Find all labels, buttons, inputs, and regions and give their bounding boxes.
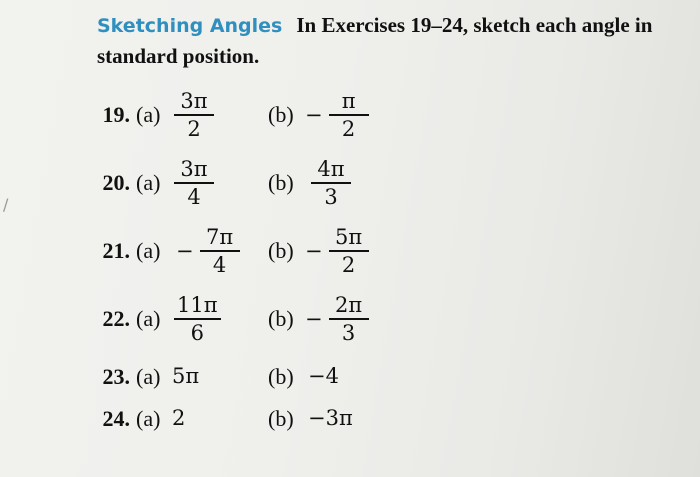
part-a-expression <box>168 156 214 210</box>
denominator: 2 <box>187 117 201 141</box>
exercise-number: 21. <box>102 238 130 263</box>
numerator: 4π <box>317 157 345 181</box>
fraction <box>311 156 351 210</box>
part-a-label: (a) <box>136 170 161 195</box>
part-a-label: (a) <box>136 306 161 331</box>
exercise-number: 19. <box>102 102 130 127</box>
fraction <box>174 156 214 210</box>
exercise-number: 23. <box>102 364 130 389</box>
sign: − <box>305 307 323 331</box>
fraction <box>174 292 221 346</box>
numerator: π <box>341 89 356 113</box>
fraction <box>174 88 214 142</box>
part-a-label: (a) <box>136 102 161 127</box>
denominator: 4 <box>187 185 201 209</box>
denominator: 3 <box>324 185 338 209</box>
part-b-label: (b) <box>268 364 294 389</box>
fraction <box>329 224 369 278</box>
exercise-number: 22. <box>102 306 130 331</box>
sign: − <box>305 103 323 127</box>
sign: − <box>176 239 194 263</box>
section-heading: Sketching Angles <box>97 15 283 37</box>
exercise-number: 24. <box>102 406 130 431</box>
part-b-label: (b) <box>268 306 294 331</box>
part-b-label: (b) <box>268 170 294 195</box>
numerator: 11π <box>177 293 218 317</box>
numerator: 3π <box>180 157 208 181</box>
part-a-expression <box>168 88 214 142</box>
part-a-expression <box>176 224 240 278</box>
part-a-expression <box>168 292 221 346</box>
fraction <box>329 292 369 346</box>
numerator: 3π <box>180 89 208 113</box>
part-b-expression <box>305 88 369 142</box>
part-a-label: (a) <box>136 364 161 389</box>
exercise-header <box>97 10 687 71</box>
exercise-number: 20. <box>102 170 130 195</box>
part-b-expression <box>305 156 351 210</box>
instruction-text: In Exercises 19–24, sketch each angle in standard position. <box>97 13 653 68</box>
part-b-value: −3π <box>308 406 353 430</box>
fraction <box>329 88 369 142</box>
numerator: 2π <box>335 293 363 317</box>
denominator: 6 <box>190 321 204 345</box>
denominator: 3 <box>341 321 356 345</box>
part-a-label: (a) <box>136 238 161 263</box>
part-b-value: −4 <box>308 364 339 388</box>
fraction <box>200 224 240 278</box>
part-b-expression <box>305 224 369 278</box>
margin-mark: / <box>3 195 9 214</box>
part-a-label: (a) <box>136 406 161 431</box>
part-a-value: 5π <box>172 364 200 388</box>
numerator: 5π <box>335 225 363 249</box>
sign: − <box>305 239 323 263</box>
part-a-value: 2 <box>172 406 186 430</box>
denominator: 4 <box>212 253 227 277</box>
numerator: 7π <box>206 225 234 249</box>
denominator: 2 <box>341 253 356 277</box>
part-b-label: (b) <box>268 238 294 263</box>
part-b-label: (b) <box>268 102 294 127</box>
part-b-expression <box>305 292 369 346</box>
denominator: 2 <box>341 117 356 141</box>
part-b-label: (b) <box>268 406 294 431</box>
